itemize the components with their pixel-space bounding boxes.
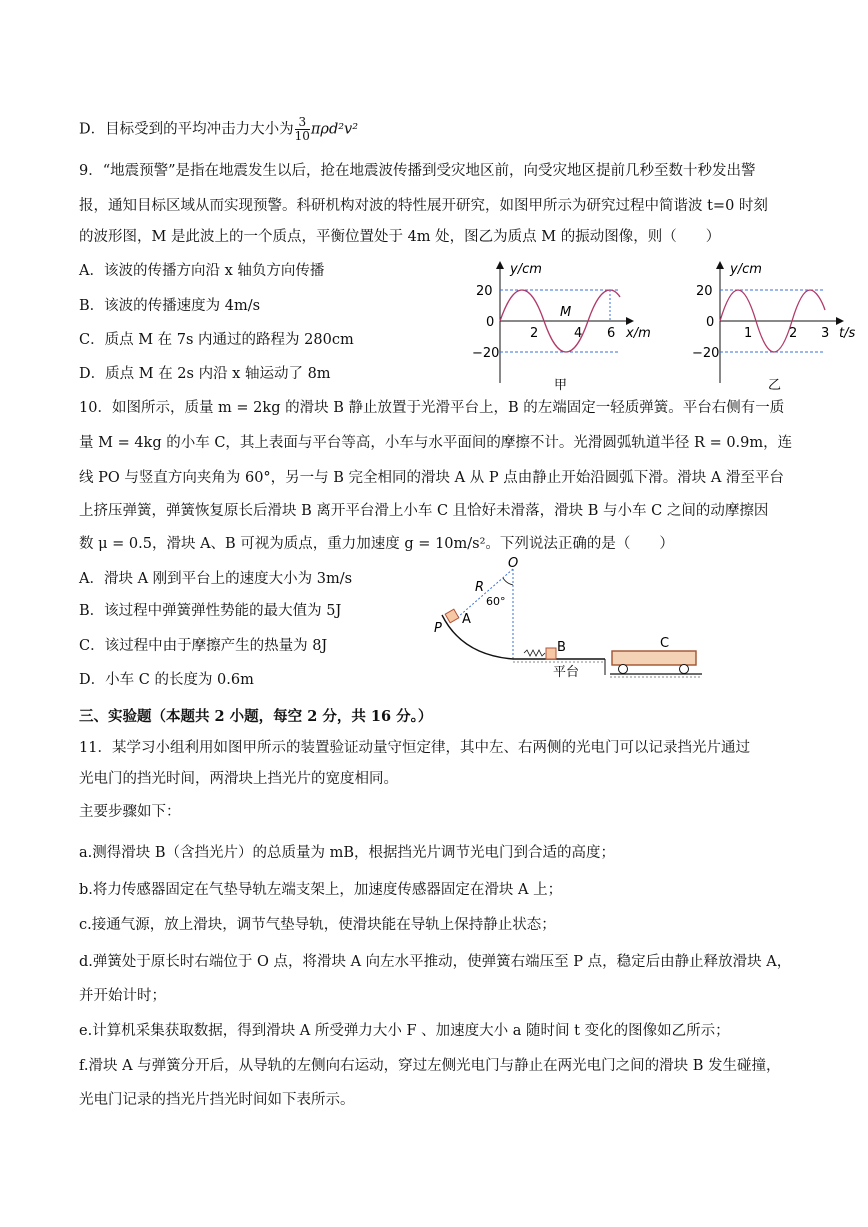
wave-graph-jia [470,255,655,395]
label-p: P [434,621,442,636]
q8-option-d-prefix: D．目标受到的平均冲击力大小为 [79,121,294,138]
q10-diagram [420,555,720,685]
vibration-graph-yi [680,255,865,395]
point-label-m: M [560,305,572,320]
label-c: C [660,636,670,651]
q10-option-a: A．滑块 A 刚到平台上的速度大小为 3m/s [79,571,353,587]
q9-stem-line-2: 报，通知目标区域从而实现预警。科研机构对波的特性展开研究，如图甲所示为研究过程中简谐波 t=0 时刻 [79,198,768,214]
q11-step-e: e.计算机采集获取数据，得到滑块 A 所受弹力大小 F 、加速度大小 a 随时间 t 变化的图像如乙所示； [79,1023,730,1039]
xtick: 3 [821,326,830,341]
ytick: −20 [472,346,500,361]
ytick: −20 [692,346,720,361]
label-angle: 60° [486,595,506,608]
xlabel: x/m [626,326,651,341]
ytick: 0 [486,315,495,330]
fraction [295,116,310,143]
xtick: 4 [574,326,583,341]
q10-option-b: B．该过程中弹簧弹性势能的最大值为 5J [79,603,342,619]
q8-option-d-formula: πρd²v² [310,121,359,138]
xlabel: t/s [839,326,856,341]
label-a: A [462,612,471,627]
ylabel: y/cm [730,262,762,277]
q10-stem-line-1: 10．如图所示，质量 m = 2kg 的滑块 B 静止放置于光滑平台上，B 的左端固定一轻质弹簧。平台右侧有一质 [79,400,785,416]
xtick: 2 [789,326,798,341]
q9-option-d: D．质点 M 在 2s 内沿 x 轴运动了 8m [79,366,331,382]
ylabel: y/cm [510,262,542,277]
q8-option-d [79,116,358,143]
q9-stem-line-3: 的波形图，M 是此波上的一个质点，平衡位置处于 4m 处，图乙为质点 M 的振动图像，则（ ） [79,229,721,245]
xtick: 2 [530,326,539,341]
xtick: 6 [607,326,616,341]
q10-stem-line-4: 上挤压弹簧，弹簧恢复原长后滑块 B 离开平台滑上小车 C 且恰好未滑落，滑块 B 与小车 C 之间的动摩擦因 [79,503,769,519]
q11-step-a: a.测得滑块 B（含挡光片）的总质量为 mB，根据挡光片调节光电门到合适的高度； [79,845,616,861]
caption: 甲 [554,378,568,393]
section-title: 三、实验题（本题共 2 小题，每空 2 分，共 16 分。） [79,708,433,725]
q10-stem-line-5: 数 μ = 0.5，滑块 A、B 可视为质点，重力加速度 g = 10m/s²。下列说法正确的是（ ） [79,536,674,552]
q9-option-c: C．质点 M 在 7s 内通过的路程为 280cm [79,332,354,348]
label-o: O [508,556,519,571]
label-r: R [475,580,485,595]
q11-step-d-line-2: 并开始计时； [79,988,166,1004]
q10-stem-line-3: 线 PO 与竖直方向夹角为 60°，另一与 B 完全相同的滑块 A 从 P 点由静止开始沿圆弧下滑。滑块 A 滑至平台 [79,470,784,486]
fraction-numerator: 3 [295,116,310,130]
q9-option-b: B．该波的传播速度为 4m/s [79,298,261,314]
q11-step-d-line-1: d.弹簧处于原长时右端位于 O 点，将滑块 A 向左水平推动，使弹簧右端压至 P 点，稳定后由静止释放滑块 A， [79,954,792,970]
ytick: 20 [476,284,493,299]
q11-step-f-line-1: f.滑块 A 与弹簧分开后，从导轨的左侧向右运动，穿过左侧光电门与静止在两光电门之间的滑块 B 发生碰撞， [79,1058,781,1074]
q11-steps-title: 主要步骤如下： [79,804,181,820]
ytick: 0 [706,315,715,330]
q9-stem-line-1: 9．“地震预警”是指在地震发生以后，抢在地震波传播到受灾地区前，向受灾地区提前几秒至数十秒发出警 [79,163,756,179]
q11-step-f-line-2: 光电门记录的挡光片挡光时间如下表所示。 [79,1092,355,1108]
label-b: B [557,640,566,655]
q11-step-b: b.将力传感器固定在气垫导轨左端支架上，加速度传感器固定在滑块 A 上； [79,882,563,898]
label-platform: 平台 [553,665,580,680]
q10-option-d: D．小车 C 的长度为 0.6m [79,672,254,688]
q11-stem-line-1: 11．某学习小组利用如图甲所示的装置验证动量守恒定律，其中左、右两侧的光电门可以记录挡光片通过 [79,740,750,756]
ytick: 20 [696,284,713,299]
q9-option-a: A．该波的传播方向沿 x 轴负方向传播 [79,263,325,279]
fraction-denominator: 10 [294,129,310,143]
q11-step-c: c.接通气源，放上滑块，调节气垫导轨，使滑块能在导轨上保持静止状态； [79,917,556,933]
xtick: 1 [744,326,753,341]
q10-option-c: C．该过程中由于摩擦产生的热量为 8J [79,638,328,654]
q10-stem-line-2: 量 M = 4kg 的小车 C，其上表面与平台等高，小车与水平面间的摩擦不计。光滑圆弧轨道半径 R = 0.9m，连 [79,435,793,451]
caption: 乙 [768,378,782,393]
q11-stem-line-2: 光电门的挡光时间，两滑块上挡光片的宽度相同。 [79,771,398,787]
